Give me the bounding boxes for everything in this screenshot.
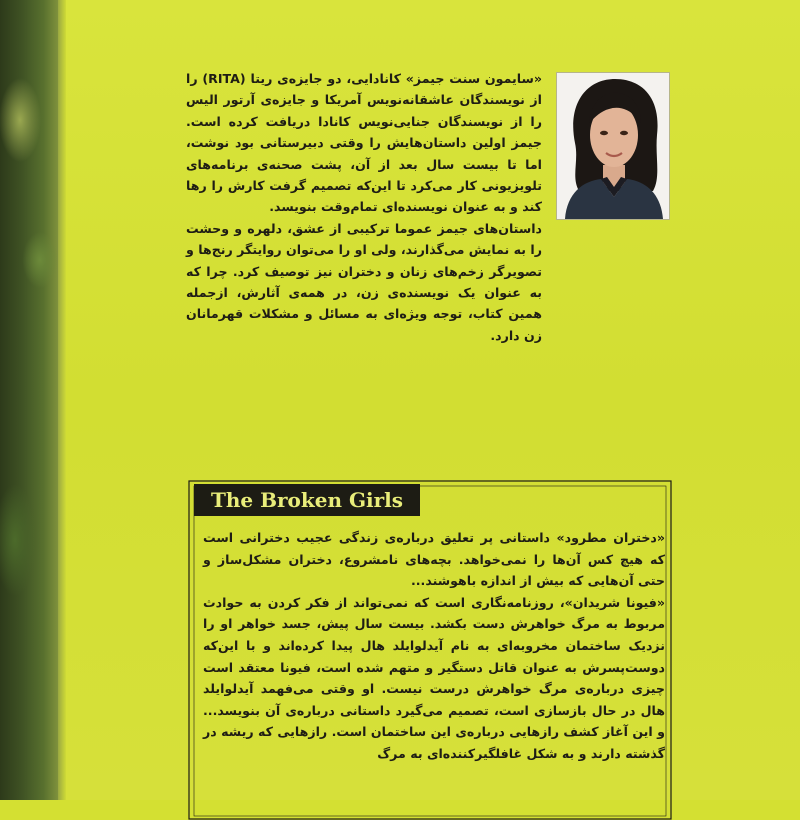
author-bio bbox=[186, 68, 542, 346]
author-bio-paragraph-1: «سایمون سنت جیمز» کانادایی، دو جایزه‌ی ریتا (RITA) را از نویسندگان عاشقانه‌نویس آمریکا و جایزه‌ی آرتور الیس را از نویسندگان جنایی‌نویس کانادا دریافت کرده است. جیمز اولین داستان‌هایش را وقتی دبیرستانی بود نوشت، اما تا بیست سال بعد از آن، پشت صحنه‌ی برنامه‌های تلویزیونی کار می‌کرد تا این‌که تصمیم گرفت کارش را رها کند و به عنوان نویسنده‌ای تمام‌وقت بنویسد. bbox=[186, 71, 542, 215]
book-synopsis bbox=[203, 527, 665, 765]
synopsis-paragraph-2: «فیونا شریدان»، روزنامه‌نگاری است که نمی‌تواند از فکر کردن به حوادث مربوط به مرگ خواهرش دست بکشد. بیست سال پیش، جسد خواهر او را نزدیک ساختمان مخروبه‌ای به نام آیدلوایلد هال پیدا کرده‌اند و با این‌که دوست‌پسرش به عنوان قاتل دستگیر و متهم شده است، فیونا معتقد است چیزی درباره‌ی مرگ خواهرش درست نیست. او وقتی می‌فهمد آیدلوایلد هال در حال بازسازی است، تصمیم می‌گیرد داستانی درباره‌ی آن بنویسد... و این آغاز کشف رازهایی درباره‌ی این ساختمان است. رازهایی که ریشه در گذشته دارند و به شکل غافلگیرکننده‌ای به مرگ bbox=[203, 594, 665, 761]
forest-photo-strip bbox=[0, 0, 62, 800]
book-title: The Broken Girls bbox=[194, 484, 420, 516]
forest-photo-edge bbox=[58, 0, 66, 800]
author-bio-paragraph-2: داستان‌های جیمز عموما ترکیبی از عشق، دلهره و وحشت را به نمایش می‌گذارند، ولی او را می‌توان روایتگر رنج‌ها و تصویرگر زخم‌های زنان و دختران نیز توصیف کرد. چرا که به عنوان یک نویسنده‌ی زن، در همه‌ی آثارش، ازجمله همین کتاب، توجه ویژه‌ای به مسائل و مشکلات قهرمانان زن دارد. bbox=[186, 220, 542, 343]
author-photo bbox=[556, 72, 670, 220]
synopsis-paragraph-1: «دختران مطرود» داستانی پر تعلیق درباره‌ی زندگی عجیب دخترانی است که هیچ کس آن‌ها را نمی‌خواهد. بچه‌های نامشروع، دختران مشکل‌ساز و حتی آن‌هایی که بیش از اندازه باهوشند... bbox=[203, 530, 665, 589]
